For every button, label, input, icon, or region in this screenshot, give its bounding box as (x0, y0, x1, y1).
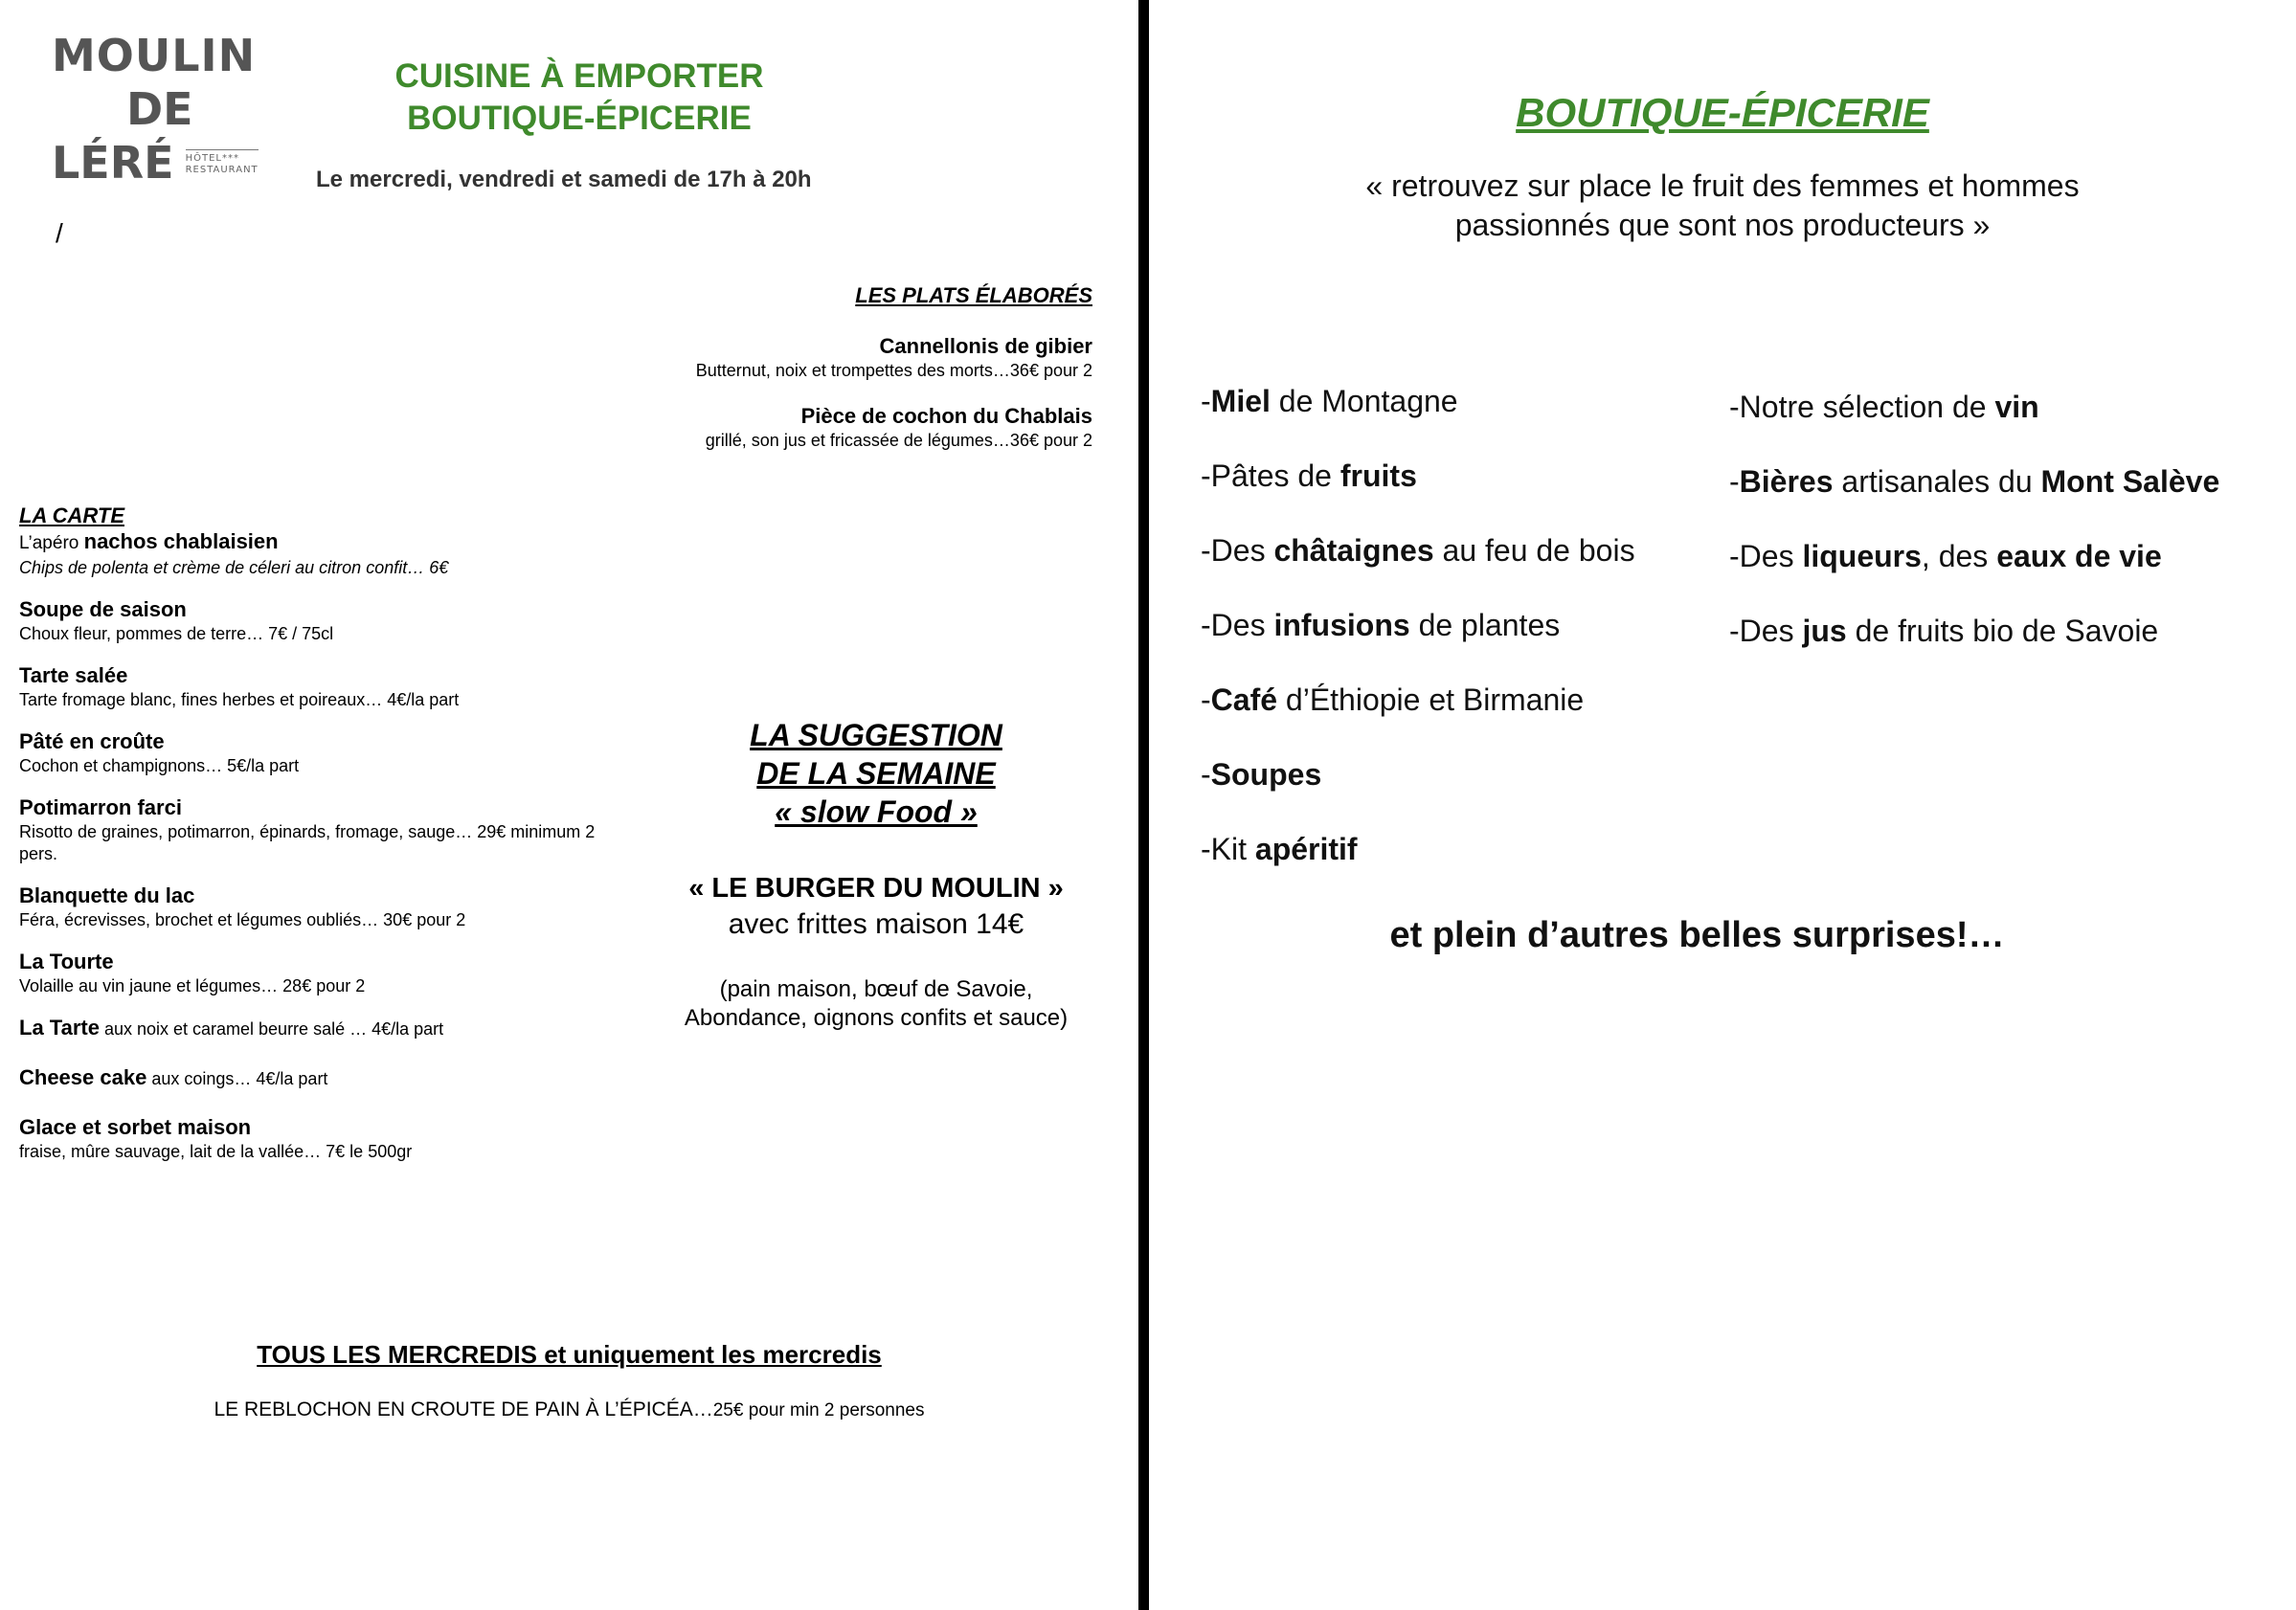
wednesday-dish (0, 1398, 1138, 1421)
suggestion-desc (651, 975, 1101, 1033)
carte-item-desc: fraise, mûre sauvage, lait de la vallée… 7€ le 500gr (19, 1142, 413, 1161)
plats-item-desc: Butternut, noix et trompettes des morts…36€ pour 2 (695, 361, 1092, 380)
carte-item-name: Glace et sorbet maison (19, 1115, 252, 1139)
suggestion-title2: DE LA SEMAINE (756, 756, 996, 791)
logo-line2: DE (126, 83, 193, 135)
plats-item-name: Pièce de cochon du Chablais (800, 404, 1092, 428)
right-page (1149, 0, 2296, 1610)
boutique-list-right (1729, 388, 2285, 686)
left-page (0, 0, 1138, 1610)
carte-item-desc: Tarte fromage blanc, fines herbes et poireaux… 4€/la part (19, 690, 460, 709)
list-item: -Soupes (1201, 757, 1322, 792)
header-title (0, 56, 1138, 140)
boutique-quote-line2: passionnés que sont nos producteurs » (1454, 208, 1991, 242)
list-item: -Des châtaignes au feu de bois (1201, 533, 1635, 568)
carte-item-name: Cheese cake (19, 1065, 147, 1089)
list-item: -Pâtes de fruits (1201, 458, 1417, 493)
carte-item-name: La Tarte (19, 1016, 100, 1040)
wednesday-title: TOUS LES MERCREDIS et uniquement les mercredis (257, 1340, 882, 1369)
carte-item-desc: aux coings… 4€/la part (146, 1069, 328, 1088)
logo-subtitle (186, 149, 259, 176)
carte-item-desc: aux noix et caramel beurre salé … 4€/la part (99, 1019, 444, 1039)
boutique-quote (1149, 167, 2296, 245)
plats-item (422, 403, 1092, 452)
carte-item-name: Pâté en croûte (19, 729, 165, 753)
logo-lere: LÉRÉ (52, 137, 174, 189)
list-item: -Miel de Montagne (1201, 384, 1458, 418)
list-item: -Notre sélection de vin (1729, 390, 2039, 424)
carte-item (19, 596, 613, 645)
carte-item-desc: Choux fleur, pommes de terre… 7€ / 75cl (19, 624, 334, 643)
plats-item (422, 333, 1092, 382)
carte-item-pre: L’apéro (19, 533, 84, 553)
carte-item (19, 528, 613, 579)
suggestion-desc-line2: Abondance, oignons confits et sauce) (684, 1005, 1069, 1031)
suggestion-section (651, 716, 1101, 1033)
carte-item-desc: Risotto de graines, potimarron, épinards, fromage, sauge… 29€ minimum 2 pers. (19, 822, 596, 863)
plats-section (422, 283, 1092, 452)
logo-line1: MOULIN (52, 30, 257, 81)
carte-item-desc: Féra, écrevisses, brochet et légumes oubliés… 30€ pour 2 (19, 910, 466, 929)
boutique-surprise: et plein d’autres belles surprises!… (1389, 915, 2005, 955)
carte-item-name: Potimarron farci (19, 795, 182, 819)
page-divider (1138, 0, 1149, 1610)
boutique-list-left (1201, 382, 1699, 905)
carte-item (19, 1114, 613, 1163)
carte-item-name: nachos chablaisien (83, 529, 279, 553)
suggestion-title3: « slow Food » (775, 794, 978, 829)
carte-item (19, 883, 613, 931)
plats-title: LES PLATS ÉLABORÉS (855, 283, 1092, 307)
suggestion-fries: avec frittes maison 14€ (728, 908, 1024, 940)
carte-item (19, 728, 613, 777)
wednesday-dish-price: 25€ pour min 2 personnes (712, 1400, 925, 1420)
plats-item-desc: grillé, son jus et fricassée de légumes…36€ pour 2 (705, 431, 1092, 450)
carte-item-name: Blanquette du lac (19, 883, 195, 907)
boutique-quote-line1: « retrouvez sur place le fruit des femmes et hommes (1365, 168, 2080, 203)
carte-item-name: Soupe de saison (19, 597, 187, 621)
header-line1: CUISINE À EMPORTER (394, 57, 764, 95)
carte-item-desc: Chips de polenta et crème de céleri au citron confit… 6€ (19, 558, 449, 577)
boutique-title: BOUTIQUE-ÉPICERIE (1516, 90, 1929, 135)
wednesday-section (0, 1340, 1138, 1421)
plats-item-name: Cannellonis de gibier (879, 334, 1092, 358)
list-item: -Des liqueurs, des eaux de vie (1729, 539, 2162, 573)
carte-item (19, 1015, 613, 1041)
carte-item-name: Tarte salée (19, 663, 128, 687)
list-item: -Bières artisanales du Mont Salève (1729, 464, 2220, 499)
carte-item (19, 794, 613, 865)
carte-item (19, 1064, 613, 1091)
carte-item (19, 662, 613, 711)
opening-hours: Le mercredi, vendredi et samedi de 17h à 20h (316, 167, 812, 192)
list-item: -Des infusions de plantes (1201, 608, 1561, 642)
list-item: -Café d’Éthiopie et Birmanie (1201, 682, 1585, 717)
logo-sub1: HÔTEL*** (185, 153, 239, 164)
carte-item-name: La Tourte (19, 950, 114, 973)
carte-item-desc: Volaille au vin jaune et légumes… 28€ pour 2 (19, 976, 366, 995)
slash-mark: / (56, 218, 63, 248)
header-line2: BOUTIQUE-ÉPICERIE (407, 100, 752, 137)
carte-item (19, 949, 613, 997)
list-item: -Kit apéritif (1201, 832, 1358, 866)
wednesday-dish-name: LE REBLOCHON EN CROUTE DE PAIN À L’ÉPICÉA… (214, 1398, 713, 1420)
carte-title: LA CARTE (19, 503, 124, 527)
suggestion-desc-line1: (pain maison, bœuf de Savoie, (719, 976, 1033, 1002)
logo-line3 (52, 136, 259, 190)
suggestion-burger: « LE BURGER DU MOULIN » (688, 873, 1064, 904)
carte-section (19, 503, 613, 1180)
suggestion-title1: LA SUGGESTION (750, 718, 1002, 752)
logo-sub2: RESTAURANT (185, 165, 259, 175)
list-item: -Des jus de fruits bio de Savoie (1729, 614, 2159, 648)
carte-item-desc: Cochon et champignons… 5€/la part (19, 756, 300, 775)
